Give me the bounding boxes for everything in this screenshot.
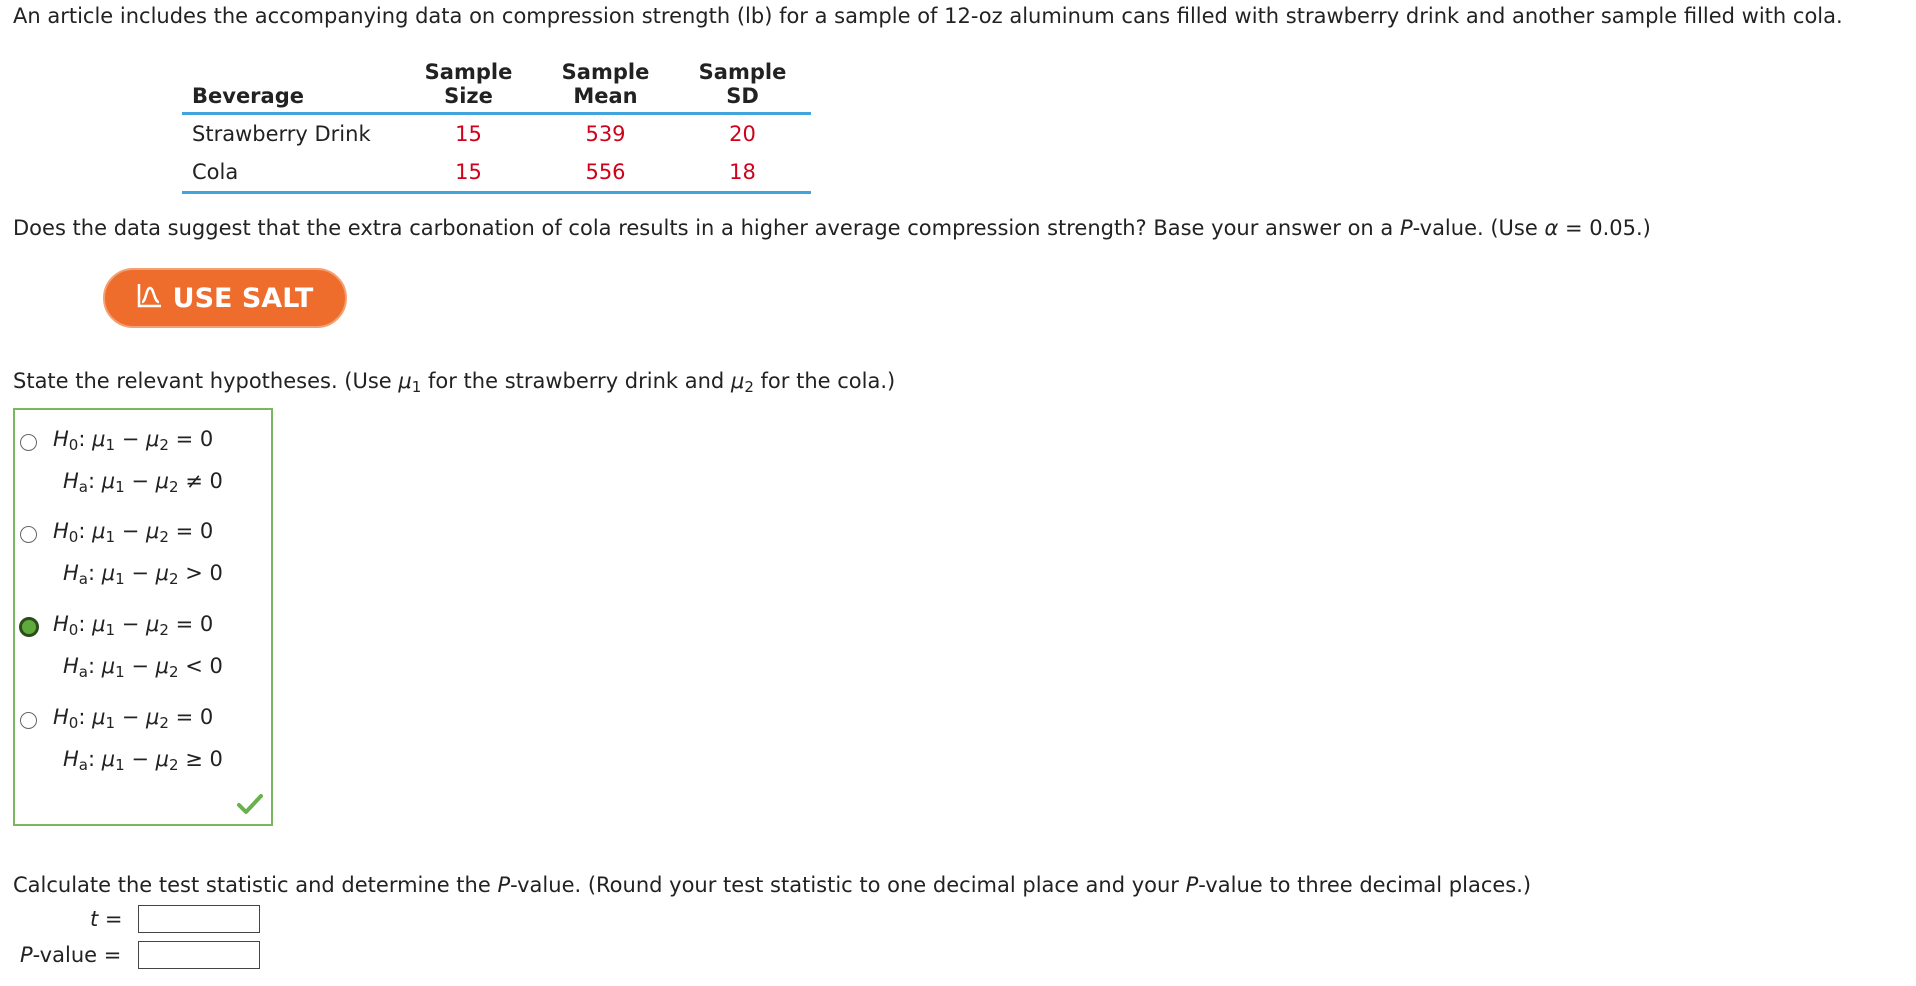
equals-sign: = bbox=[104, 907, 123, 931]
minus-sign: − bbox=[131, 747, 149, 771]
t-statistic-input[interactable] bbox=[138, 905, 260, 933]
p-symbol: P bbox=[20, 943, 33, 967]
mu-symbol: μ bbox=[730, 369, 745, 393]
relation: = 0 bbox=[175, 612, 214, 636]
mu-subscript: 2 bbox=[169, 570, 179, 588]
table-row bbox=[182, 153, 811, 193]
h-subscript: 0 bbox=[68, 528, 79, 546]
mu-subscript: 2 bbox=[159, 528, 169, 546]
hypotheses-prompt bbox=[13, 369, 895, 396]
prompt-part: Calculate the test statistic and determine the bbox=[13, 873, 498, 897]
relation: = 0 bbox=[175, 705, 214, 729]
mu-subscript: 1 bbox=[105, 528, 116, 546]
mu-symbol: μ bbox=[101, 469, 116, 493]
header-mean-line1: Sample bbox=[561, 60, 650, 84]
question-p-italic: P bbox=[1399, 216, 1413, 240]
h-symbol: H bbox=[63, 561, 79, 585]
salt-chart-icon bbox=[137, 282, 163, 315]
mu-subscript: 1 bbox=[115, 570, 125, 588]
space bbox=[139, 612, 146, 636]
alpha-symbol: α bbox=[1544, 216, 1559, 240]
colon: : bbox=[78, 427, 93, 451]
data-table bbox=[182, 60, 811, 194]
question-text bbox=[13, 216, 1651, 240]
mu-symbol: μ bbox=[155, 469, 170, 493]
prompt-part: -value to three decimal places.) bbox=[1198, 873, 1532, 897]
prompt-part: -value. (Round your test statistic to one decimal place and your bbox=[510, 873, 1186, 897]
colon: : bbox=[78, 705, 93, 729]
relation: > 0 bbox=[185, 561, 223, 585]
h-subscript: 0 bbox=[68, 621, 79, 639]
header-sd-line2: SD bbox=[726, 84, 759, 108]
space bbox=[115, 519, 122, 543]
h-subscript: a bbox=[78, 478, 88, 496]
calculate-prompt bbox=[13, 873, 1531, 897]
h-symbol: H bbox=[63, 469, 79, 493]
table-row bbox=[182, 114, 811, 154]
mu-symbol: μ bbox=[146, 427, 160, 451]
prompt-part: for the strawberry drink and bbox=[421, 369, 731, 393]
p-italic: P bbox=[497, 873, 511, 897]
row-mean: 556 bbox=[537, 153, 674, 193]
header-mean-line2: Mean bbox=[573, 84, 638, 108]
mu-subscript: 2 bbox=[169, 663, 179, 681]
mu-symbol: μ bbox=[92, 519, 106, 543]
mu-subscript: 1 bbox=[105, 621, 116, 639]
prompt-part: State the relevant hypotheses. (Use bbox=[13, 369, 399, 393]
space bbox=[149, 747, 156, 771]
h-subscript: 0 bbox=[68, 714, 79, 732]
problem-intro: An article includes the accompanying data on compression strength (lb) for a sample of 12-oz aluminum cans filled with strawberry drink and another sample filled with cola. bbox=[13, 4, 1843, 28]
null-hypothesis bbox=[53, 705, 213, 732]
use-salt-label: USE SALT bbox=[172, 282, 314, 314]
p-value-label bbox=[20, 943, 121, 967]
question-part: = 0.05.) bbox=[1558, 216, 1651, 240]
mu-subscript: 2 bbox=[159, 714, 169, 732]
space bbox=[149, 654, 156, 678]
header-beverage: Beverage bbox=[182, 60, 400, 114]
h-subscript: a bbox=[78, 756, 88, 774]
header-size-line2: Size bbox=[444, 84, 493, 108]
minus-sign: − bbox=[121, 612, 140, 636]
colon: : bbox=[78, 519, 93, 543]
hypothesis-option-radio[interactable] bbox=[19, 617, 39, 637]
question-part: Does the data suggest that the extra carbonation of cola results in a higher average compression strength? Base your answer on a bbox=[13, 216, 1400, 240]
mu-symbol: μ bbox=[146, 612, 160, 636]
colon: : bbox=[88, 469, 102, 493]
space bbox=[115, 612, 122, 636]
relation: = 0 bbox=[175, 427, 214, 451]
header-size-line1: Sample bbox=[424, 60, 513, 84]
space bbox=[139, 427, 146, 451]
hypothesis-option-radio[interactable] bbox=[20, 434, 37, 451]
space bbox=[115, 705, 122, 729]
space bbox=[169, 519, 176, 543]
h-symbol: H bbox=[53, 612, 69, 636]
h-symbol: H bbox=[53, 427, 69, 451]
space bbox=[149, 469, 156, 493]
mu-subscript: 2 bbox=[169, 756, 179, 774]
mu-subscript: 1 bbox=[105, 436, 116, 454]
h-symbol: H bbox=[63, 654, 79, 678]
p-italic: P bbox=[1185, 873, 1199, 897]
mu-subscript: 2 bbox=[159, 436, 169, 454]
mu-symbol: μ bbox=[155, 561, 170, 585]
hypotheses-options bbox=[13, 408, 273, 826]
mu-subscript: 1 bbox=[115, 663, 125, 681]
hypothesis-option-radio[interactable] bbox=[20, 526, 37, 543]
header-sample-sd bbox=[674, 60, 811, 114]
header-sample-size bbox=[400, 60, 537, 114]
mu-subscript: 2 bbox=[169, 478, 179, 496]
mu-symbol: μ bbox=[101, 747, 116, 771]
mu-symbol: μ bbox=[155, 747, 170, 771]
use-salt-button[interactable] bbox=[103, 268, 347, 328]
h-symbol: H bbox=[53, 705, 69, 729]
space bbox=[169, 427, 176, 451]
minus-sign: − bbox=[131, 561, 149, 585]
mu-symbol: μ bbox=[398, 369, 412, 393]
mu-symbol: μ bbox=[146, 705, 160, 729]
mu-subscript: 1 bbox=[105, 714, 116, 732]
header-sample-mean bbox=[537, 60, 674, 114]
colon: : bbox=[88, 654, 102, 678]
minus-sign: − bbox=[131, 469, 149, 493]
t-symbol: t bbox=[90, 907, 99, 931]
colon: : bbox=[88, 747, 102, 771]
checkmark-icon bbox=[237, 793, 263, 820]
alternative-hypothesis bbox=[63, 654, 223, 681]
mu-subscript: 1 bbox=[115, 756, 125, 774]
mu-subscript: 2 bbox=[744, 378, 754, 396]
row-sd: 20 bbox=[729, 122, 756, 146]
relation: ≠ 0 bbox=[185, 469, 223, 493]
mu-symbol: μ bbox=[155, 654, 170, 678]
question-part: -value. (Use bbox=[1412, 216, 1545, 240]
colon: : bbox=[78, 612, 93, 636]
alternative-hypothesis bbox=[63, 747, 223, 774]
row-sd: 18 bbox=[674, 153, 811, 193]
mu-symbol: μ bbox=[146, 519, 160, 543]
space bbox=[139, 705, 146, 729]
h-symbol: H bbox=[63, 747, 79, 771]
colon: : bbox=[88, 561, 102, 585]
header-sd-line1: Sample bbox=[698, 60, 787, 84]
row-beverage: Cola bbox=[182, 153, 400, 193]
h-subscript: a bbox=[78, 663, 88, 681]
mu-symbol: μ bbox=[92, 705, 106, 729]
equals-sign: = bbox=[103, 943, 122, 967]
p-value-input[interactable] bbox=[138, 941, 260, 969]
row-size: 15 bbox=[455, 122, 482, 146]
t-label bbox=[90, 907, 123, 931]
null-hypothesis bbox=[53, 612, 213, 639]
minus-sign: − bbox=[121, 705, 140, 729]
p-value-word: -value bbox=[32, 943, 98, 967]
mu-symbol: μ bbox=[101, 654, 116, 678]
alternative-hypothesis bbox=[63, 561, 223, 588]
minus-sign: − bbox=[121, 427, 140, 451]
space bbox=[169, 705, 176, 729]
mu-subscript: 2 bbox=[159, 621, 169, 639]
null-hypothesis bbox=[53, 427, 213, 454]
space bbox=[139, 519, 146, 543]
row-beverage: Strawberry Drink bbox=[192, 122, 371, 146]
space bbox=[169, 612, 176, 636]
mu-subscript: 1 bbox=[115, 478, 125, 496]
h-symbol: H bbox=[53, 519, 69, 543]
relation: < 0 bbox=[185, 654, 223, 678]
mu-symbol: μ bbox=[101, 561, 116, 585]
row-mean: 539 bbox=[585, 122, 626, 146]
hypothesis-option-radio[interactable] bbox=[20, 712, 37, 729]
table-header-row bbox=[182, 60, 811, 114]
prompt-part: for the cola.) bbox=[753, 369, 896, 393]
h-subscript: a bbox=[78, 570, 88, 588]
minus-sign: − bbox=[121, 519, 140, 543]
relation: = 0 bbox=[175, 519, 214, 543]
h-subscript: 0 bbox=[68, 436, 79, 454]
relation: ≥ 0 bbox=[185, 747, 223, 771]
null-hypothesis bbox=[53, 519, 213, 546]
space bbox=[115, 427, 122, 451]
row-size: 15 bbox=[400, 153, 537, 193]
alternative-hypothesis bbox=[63, 469, 223, 496]
space bbox=[149, 561, 156, 585]
mu-subscript: 1 bbox=[411, 378, 422, 396]
mu-symbol: μ bbox=[92, 612, 106, 636]
minus-sign: − bbox=[131, 654, 149, 678]
mu-symbol: μ bbox=[92, 427, 106, 451]
